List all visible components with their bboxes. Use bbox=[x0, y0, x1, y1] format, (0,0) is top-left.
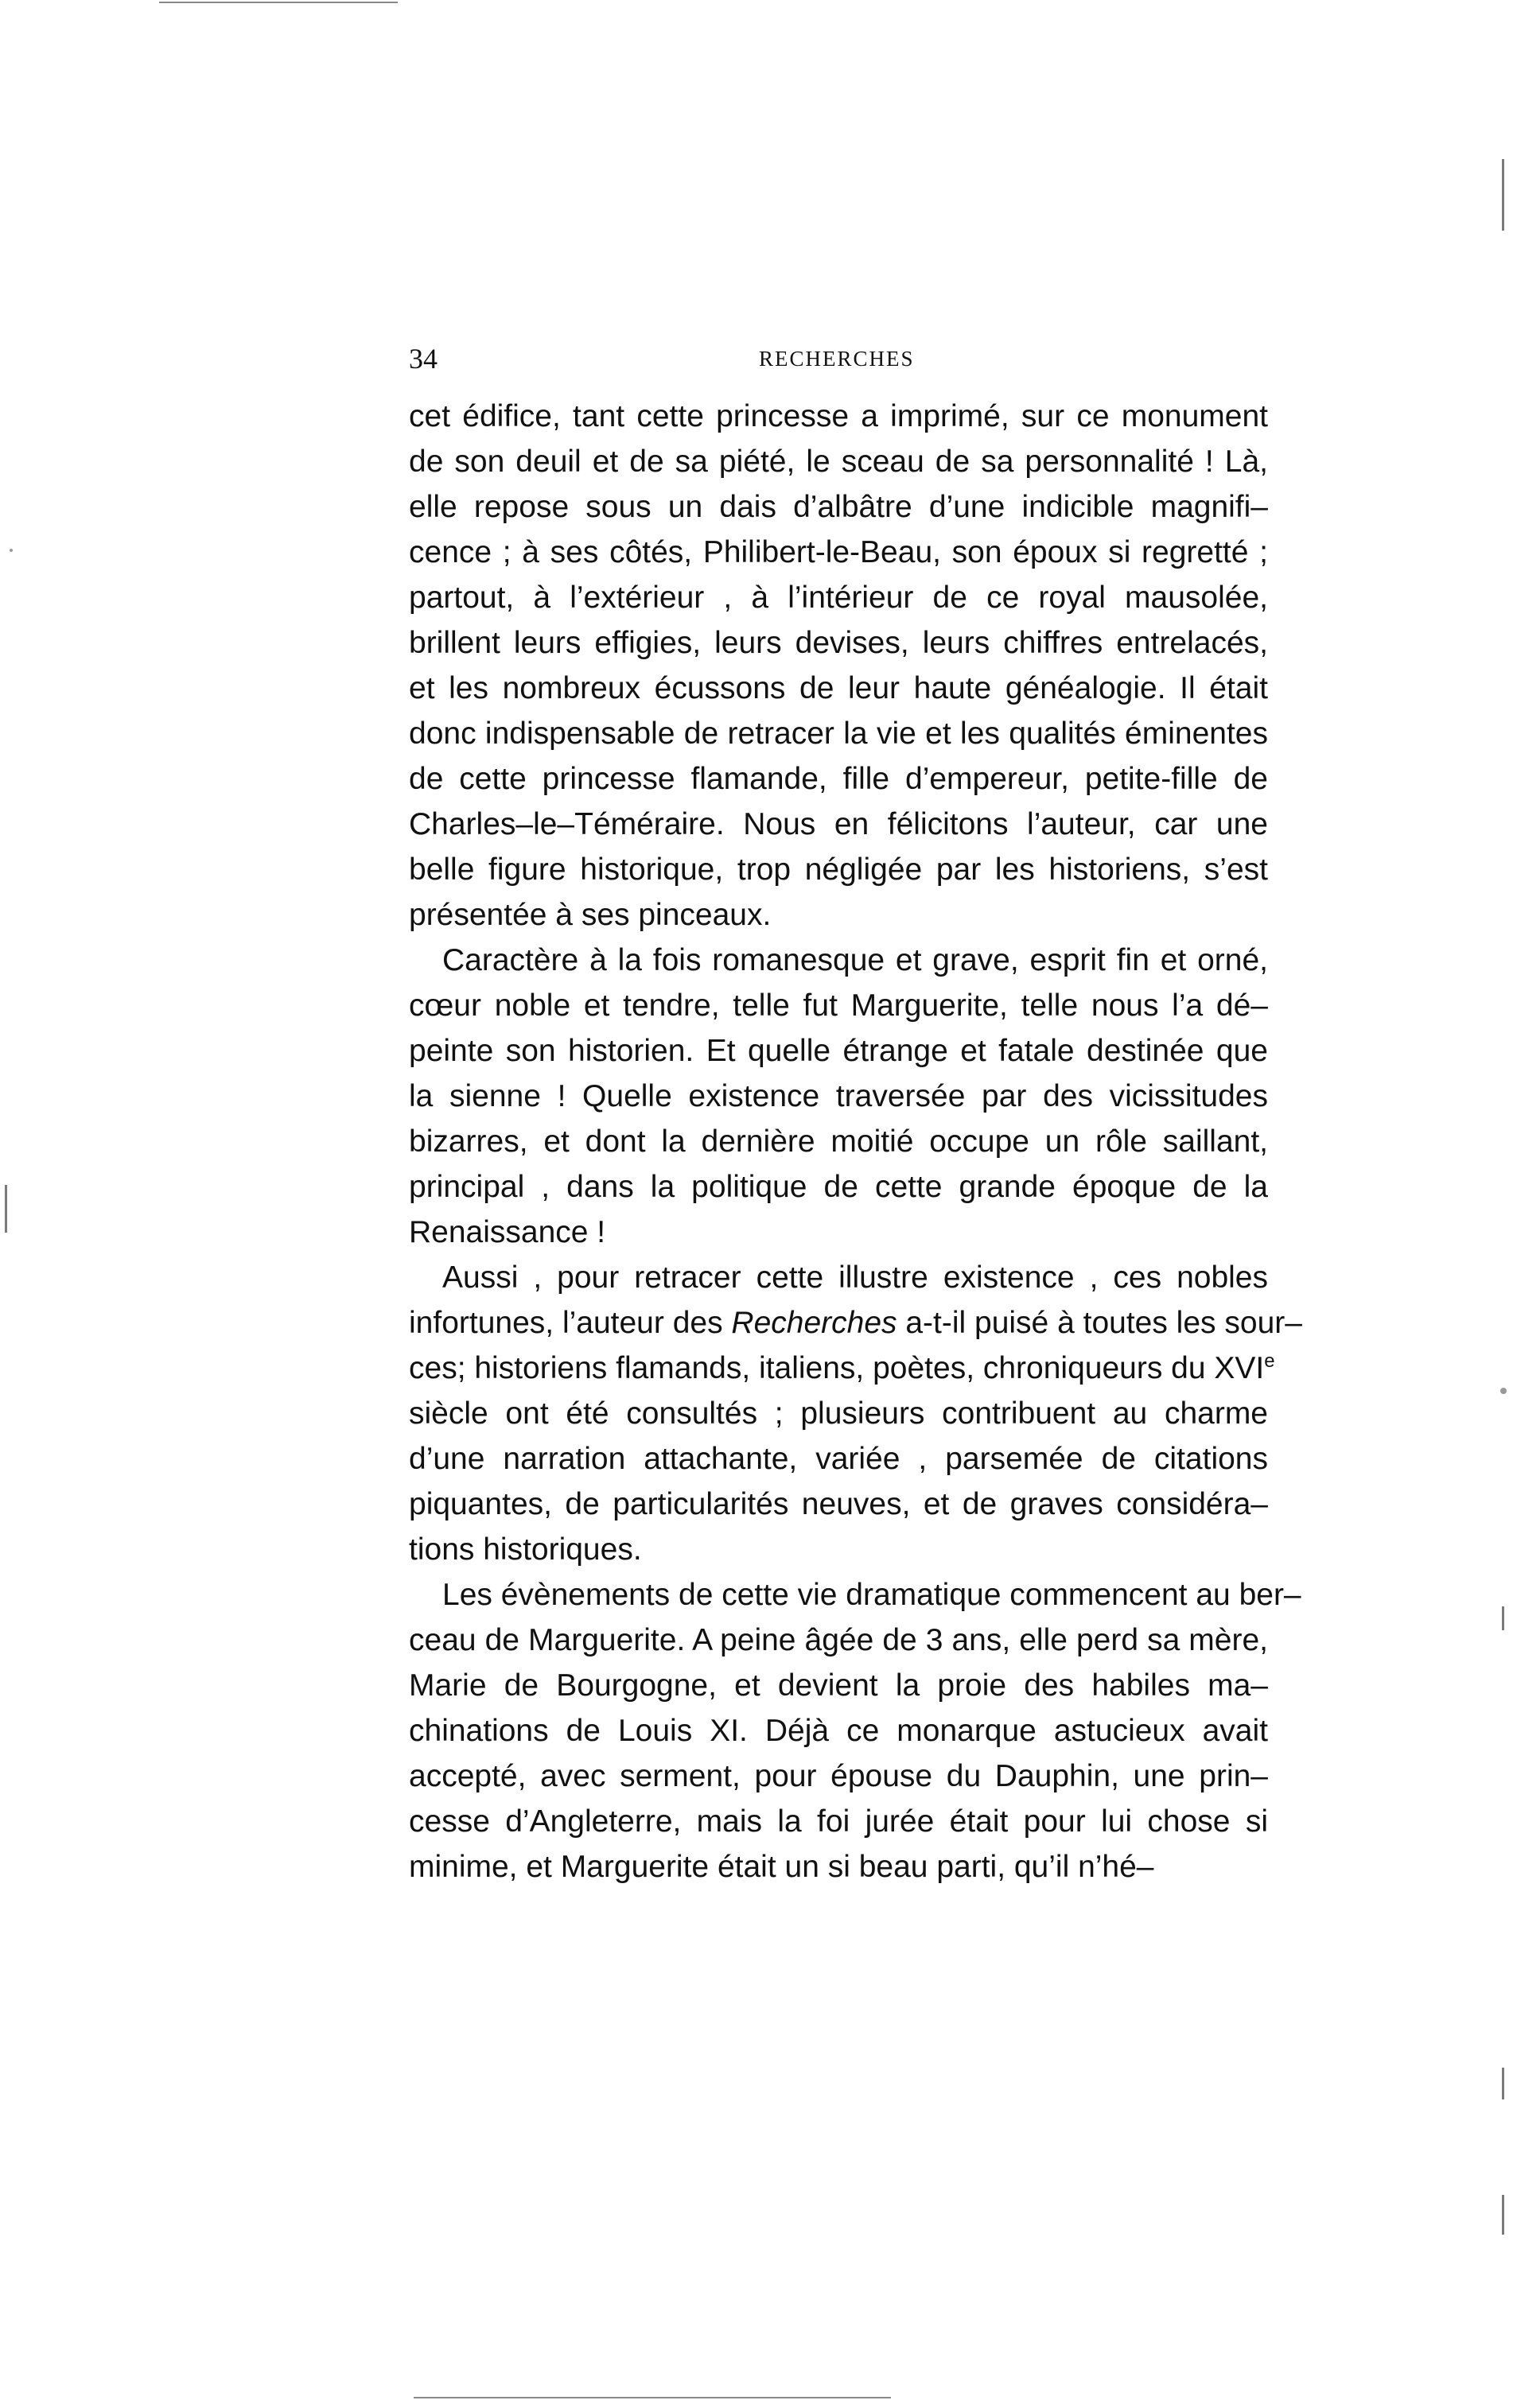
text-line: Renaissance ! bbox=[409, 1215, 606, 1249]
scan-edge-mark bbox=[1502, 2195, 1504, 2235]
text-line: d’une narration attachante, variée , parsemée de citations bbox=[409, 1442, 1268, 1476]
text-line: bizarres, et dont la dernière moitié occupe un rôle saillant, bbox=[409, 1124, 1268, 1159]
text-line: piquantes, de particularités neuves, et de graves considéra– bbox=[409, 1487, 1268, 1521]
text-line: partout, à l’extérieur , à l’intérieur de ce royal mausolée, bbox=[409, 581, 1268, 615]
text-line: de son deuil et de sa piété, le sceau de sa personnalité ! Là, bbox=[409, 445, 1268, 479]
text-line: Aussi , pour retracer cette illustre existence , ces nobles bbox=[442, 1260, 1268, 1295]
text-line: et les nombreux écussons de leur haute généalogie. Il était bbox=[409, 671, 1268, 705]
paragraph bbox=[409, 938, 1268, 1255]
text-line: la sienne ! Quelle existence traversée par des vicissitudes bbox=[409, 1079, 1268, 1113]
text-line: Les évènements de cette vie dramatique commencent au ber– bbox=[442, 1578, 1301, 1612]
text-line: minime, et Marguerite était un si beau parti, qu’il n’hé– bbox=[409, 1850, 1154, 1884]
paragraph bbox=[409, 1255, 1302, 1572]
scan-bottom-rule bbox=[414, 2397, 891, 2398]
text-line: cesse d’Angleterre, mais la foi jurée était pour lui chose si bbox=[409, 1804, 1268, 1839]
text-line: Caractère à la fois romanesque et grave, esprit fin et orné, bbox=[442, 943, 1268, 977]
paragraph bbox=[409, 394, 1268, 938]
paragraph bbox=[409, 1572, 1301, 1890]
text-line: cœur noble et tendre, telle fut Marguerite, telle nous l’a dé– bbox=[409, 988, 1268, 1023]
text-line: elle repose sous un dais d’albâtre d’une indicible magnifi– bbox=[409, 490, 1268, 524]
text-line: belle figure historique, trop négligée par les historiens, s’est bbox=[409, 853, 1268, 887]
text-line: donc indispensable de retracer la vie et les qualités éminentes bbox=[409, 717, 1268, 751]
text-line: cet édifice, tant cette princesse a imprimé, sur ce monument bbox=[409, 399, 1268, 433]
text-line: de cette princesse flamande, fille d’empereur, petite-fille de bbox=[409, 762, 1268, 796]
scan-top-rule bbox=[159, 2, 398, 3]
page-header bbox=[409, 342, 1268, 382]
text-line: tions historiques. bbox=[409, 1532, 642, 1567]
text-line: ceau de Marguerite. A peine âgée de 3 ans, elle perd sa mère, bbox=[409, 1623, 1268, 1657]
body-text bbox=[409, 394, 1302, 1890]
text-line: accepté, avec serment, pour épouse du Dauphin, une prin– bbox=[409, 1759, 1268, 1793]
text-line: Marie de Bourgogne, et devient la proie des habiles ma– bbox=[409, 1668, 1268, 1703]
page-number: 34 bbox=[409, 343, 438, 375]
scan-speck bbox=[10, 549, 13, 552]
text-line: infortunes, l’auteur des Recherches a-t-il puisé à toutes les sour– bbox=[409, 1306, 1302, 1340]
text-line: ces; historiens flamands, italiens, poètes, chroniqueurs du XVIe bbox=[409, 1350, 1275, 1385]
running-head: RECHERCHES bbox=[759, 347, 915, 371]
text-line: principal , dans la politique de cette grande époque de la bbox=[409, 1170, 1268, 1204]
scan-edge-mark bbox=[5, 1185, 7, 1233]
text-line: siècle ont été consultés ; plusieurs contribuent au charme bbox=[409, 1396, 1268, 1431]
text-line: brillent leurs effigies, leurs devises, leurs chiffres entrelacés, bbox=[409, 626, 1268, 660]
text-line: peinte son historien. Et quelle étrange et fatale destinée que bbox=[409, 1034, 1268, 1068]
text-line: cence ; à ses côtés, Philibert-le-Beau, son époux si regretté ; bbox=[409, 535, 1268, 569]
text-line: Charles–le–Téméraire. Nous en félicitons l’auteur, car une bbox=[409, 807, 1268, 841]
scan-edge-mark bbox=[1502, 2068, 1504, 2099]
scan-edge-mark bbox=[1502, 1606, 1504, 1630]
text-line: présentée à ses pinceaux. bbox=[409, 898, 772, 932]
scan-speck bbox=[1500, 1388, 1507, 1394]
text-line: chinations de Louis XI. Déjà ce monarque astucieux avait bbox=[409, 1714, 1268, 1748]
scan-edge-mark bbox=[1502, 159, 1504, 231]
